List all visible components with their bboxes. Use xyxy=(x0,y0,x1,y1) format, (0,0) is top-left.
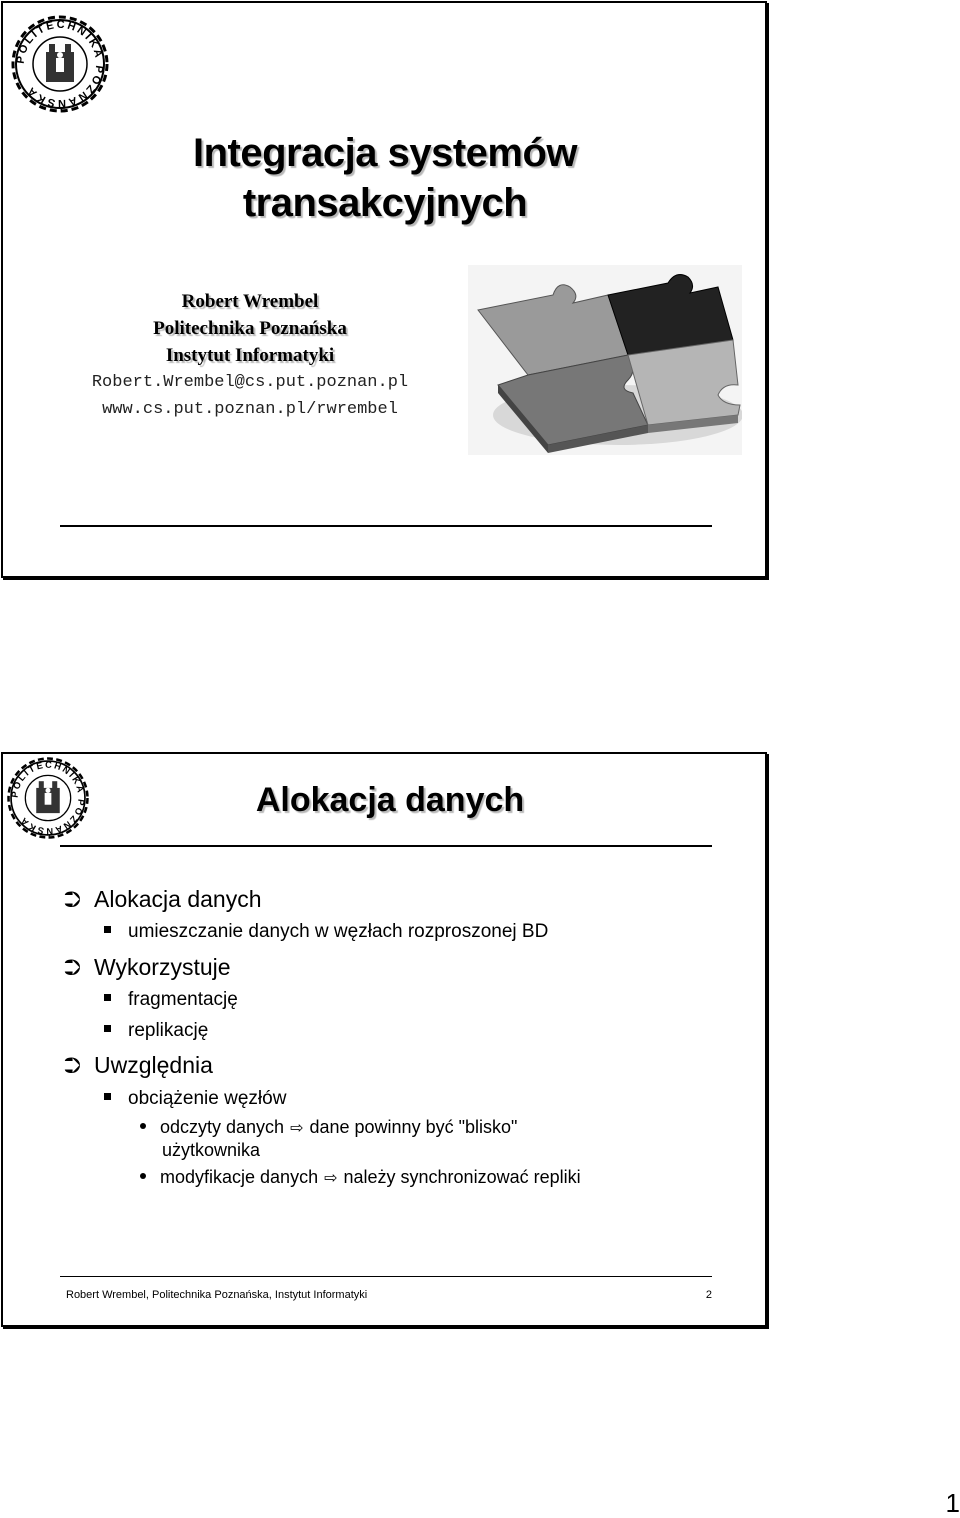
curved-arrow-icon: ⮊ xyxy=(64,955,81,980)
footer-divider xyxy=(60,1276,712,1277)
university-seal-logo xyxy=(10,14,110,114)
dot-bullet-icon xyxy=(140,1173,146,1179)
curved-arrow-icon: ⮊ xyxy=(64,1053,81,1078)
slide1-divider xyxy=(60,525,712,527)
dot-bullet-icon xyxy=(140,1123,146,1129)
slide-title: Alokacja danych xyxy=(255,781,525,819)
title-line-2: transakcyjnych xyxy=(242,181,528,225)
bullet-level3-continuation: użytkownika xyxy=(162,1140,261,1160)
institute-name: Instytut Informatyki xyxy=(165,345,335,366)
svg-text:POLITECHNIKA POZNAŃSKA: POLITECHNIKA POZNAŃSKA xyxy=(14,18,106,110)
author-email: Robert.Wrembel@cs.put.poznan.pl xyxy=(91,373,409,392)
svg-text:POLITECHNIKA POZNAŃSKA: POLITECHNIKA POZNAŃSKA xyxy=(9,759,87,837)
gear-seal-icon xyxy=(6,756,90,840)
title-line-1: Integracja systemów xyxy=(193,131,577,175)
slide-footer: Robert Wrembel, Politechnika Poznańska, Instytut Informatyki xyxy=(66,1289,368,1301)
university-name: Politechnika Poznańska xyxy=(153,318,347,339)
title-underline xyxy=(60,845,712,847)
bullet-level3: odczyty danych ⇨ dane powinny być "blisko" xyxy=(140,1116,517,1140)
slide-page-number: 2 xyxy=(705,1289,712,1301)
square-bullet-icon xyxy=(104,1093,111,1100)
bullet-level2: fragmentację xyxy=(104,987,238,1013)
square-bullet-icon xyxy=(104,926,111,933)
square-bullet-icon xyxy=(104,994,111,1001)
author-name: Robert Wrembel xyxy=(181,291,319,312)
bullet-level1: ⮊ Alokacja danych xyxy=(64,884,262,915)
puzzle-pieces-image xyxy=(468,265,742,455)
document-page-number: 1 xyxy=(945,1488,960,1518)
hollow-arrow-icon: ⇨ xyxy=(290,1120,304,1137)
author-website: www.cs.put.poznan.pl/rwrembel xyxy=(102,400,398,419)
curved-arrow-icon: ⮊ xyxy=(64,887,81,912)
gear-seal-icon xyxy=(10,14,110,114)
presentation-title xyxy=(40,128,730,228)
author-info xyxy=(40,288,460,423)
puzzle-icon xyxy=(468,265,742,455)
bullet-level2: umieszczanie danych w węzłach rozproszonej BD xyxy=(104,919,548,945)
bullet-level3: modyfikacje danych ⇨ należy synchronizować repliki xyxy=(140,1166,581,1190)
hollow-arrow-icon: ⇨ xyxy=(324,1170,338,1187)
university-seal-logo-2 xyxy=(6,756,90,840)
bullet-level1: ⮊ Uwzględnia xyxy=(64,1050,213,1081)
square-bullet-icon xyxy=(104,1025,111,1032)
bullet-level2: obciążenie węzłów xyxy=(104,1086,286,1112)
bullet-level2: replikację xyxy=(104,1018,208,1044)
bullet-level1: ⮊ Wykorzystuje xyxy=(64,952,231,983)
